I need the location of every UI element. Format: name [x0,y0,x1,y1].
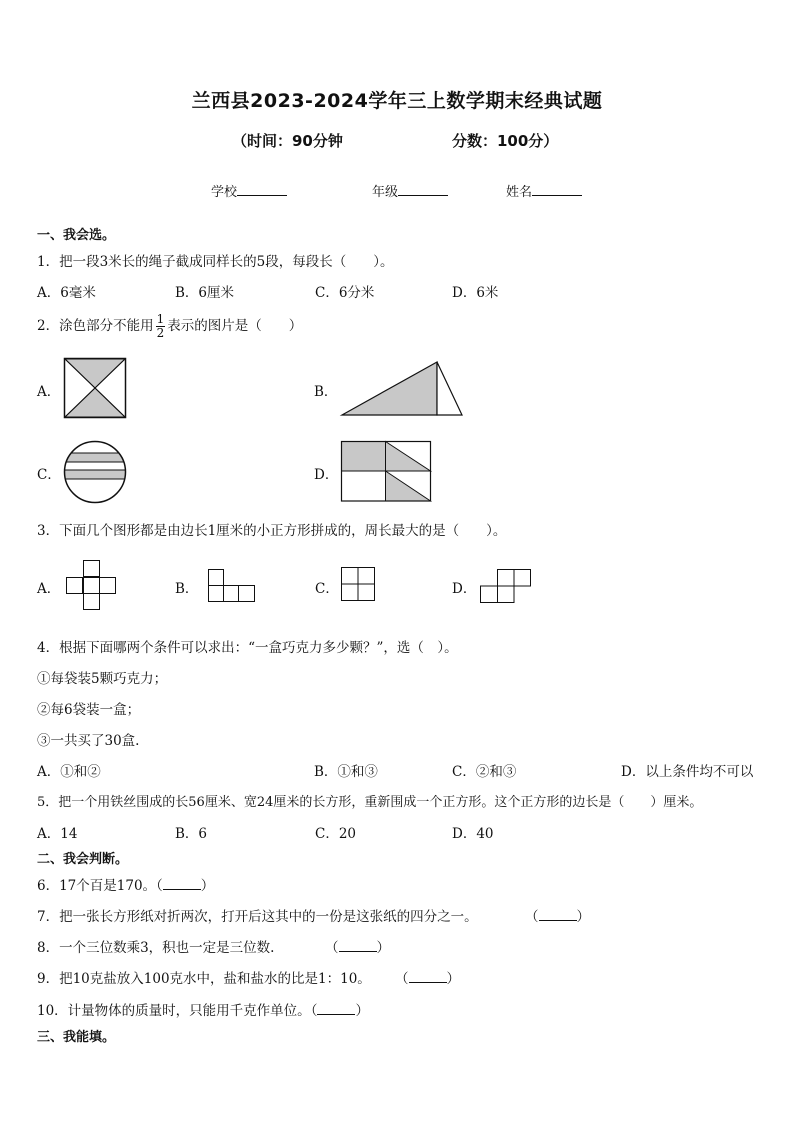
fraction-denominator: 2 [156,326,165,340]
judge-item-7 [37,905,478,925]
school-label: 学校 [211,185,238,200]
q4-option-c[interactable]: C．②和③ [452,764,517,780]
q4-condition-1: ①每袋装5颗巧克力； [37,671,168,687]
one-half-fraction [156,313,166,340]
judge-item-7-answer: （ ） [525,909,590,925]
q3-option-d[interactable]: D． [452,581,477,597]
section-1-heading: 一、我会选。 [37,228,116,243]
question-5: 5．把一个用铁丝围成的长56厘米、宽24厘米的长方形，重新围成一个正方形。这个正方形的边长是（ ）厘米。 [37,795,703,810]
q2-option-b[interactable]: B． [314,384,338,400]
q4-option-d[interactable]: D．以上条件均不可以 [621,764,754,780]
judge-item-8-text: 8．一个三位数乘3，积也一定是三位数. [37,940,275,956]
q2-figure-a-square[interactable] [64,358,126,418]
q5-option-c[interactable]: C．20 [315,826,357,842]
q2-text-before: 2．涂色部分不能用 [37,318,154,334]
q5-option-b[interactable]: B．6 [175,826,208,842]
grade-blank[interactable] [398,183,448,196]
judge-item-9-text: 9．把10克盐放入100克水中，盐和盐水的比是1：10。 [37,971,371,987]
q3-option-c[interactable]: C． [315,581,339,597]
name-blank[interactable] [532,183,582,196]
q2-figure-b-triangle[interactable] [341,361,463,416]
q3-option-b[interactable]: B． [175,581,199,597]
q1-option-d[interactable]: D．6米 [452,285,499,301]
judge-item-10: 10．计量物体的质量时，只能用千克作单位。（ ） [37,1003,369,1019]
q2-text-after: 表示的图片是（ ） [167,318,303,334]
question-2 [37,313,302,340]
q2-figure-c-circle[interactable] [63,440,127,504]
judge-item-6-blank[interactable] [163,877,201,890]
judge-item-8-blank[interactable] [339,939,377,952]
judge-item-10-blank[interactable] [317,1002,355,1015]
judge-item-7-blank[interactable] [539,908,577,921]
section-3-heading: 三、我能填。 [37,1030,116,1045]
name-label: 姓名 [506,185,533,200]
judge-item-10-text: 10．计量物体的质量时，只能用千克作单位。 [37,1003,311,1019]
judge-item-9-blank[interactable] [409,970,447,983]
judge-item-8 [37,936,274,956]
exam-score: 分数：100分） [452,132,559,150]
school-blank[interactable] [237,183,287,196]
q2-option-d[interactable]: D． [314,467,339,483]
q2-figure-d-grid[interactable] [341,441,431,502]
q4-condition-2: ②每6袋装一盒； [37,702,141,718]
section-2-heading: 二、我会判断。 [37,852,129,867]
grade-label: 年级 [372,185,399,200]
q4-option-a[interactable]: A．①和② [37,764,101,780]
judge-item-6-text: 6．17个百是170。 [37,878,157,894]
q3-option-a[interactable]: A． [37,581,61,597]
q5-option-a[interactable]: A．14 [37,826,78,842]
q1-option-c[interactable]: C．6分米 [315,285,375,301]
q3-figure-a-cross[interactable] [66,560,117,611]
q4-condition-3: ③一共买了30盒. [37,733,140,749]
q1-option-a[interactable]: A．6毫米 [37,285,96,301]
fraction-numerator: 1 [156,312,165,326]
page-title: 兰西县2023-2024学年三上数学期末经典试题 [191,90,603,112]
judge-item-9-answer: （ ） [395,971,460,987]
judge-item-6: 6．17个百是170。（ ） [37,878,215,894]
judge-item-7-text: 7．把一张长方形纸对折两次，打开后这其中的一份是这张纸的四分之一。 [37,909,478,925]
judge-item-8-answer: （ ） [325,940,390,956]
q4-option-b[interactable]: B．①和③ [314,764,378,780]
q3-figure-c-square[interactable] [341,567,376,602]
question-1: 1．把一段3米长的绳子截成同样长的5段，每段长（ ）。 [37,254,394,270]
question-4: 4．根据下面哪两个条件可以求出：“一盒巧克力多少颗？”，选（ ）。 [37,640,458,656]
name-field [506,181,582,200]
exam-time: （时间：90分钟 [232,132,343,150]
q2-option-c[interactable]: C． [37,467,61,483]
q1-option-b[interactable]: B．6厘米 [175,285,235,301]
school-field [211,181,287,200]
q5-option-d[interactable]: D．40 [452,826,494,842]
q3-figure-d-step[interactable] [480,569,532,603]
grade-field [372,181,448,200]
question-3: 3．下面几个图形都是由边长1厘米的小正方形拼成的，周长最大的是（ ）。 [37,523,507,539]
q3-figure-b-l-shape[interactable] [208,569,256,602]
q2-option-a[interactable]: A． [37,384,61,400]
judge-item-9 [37,967,371,987]
